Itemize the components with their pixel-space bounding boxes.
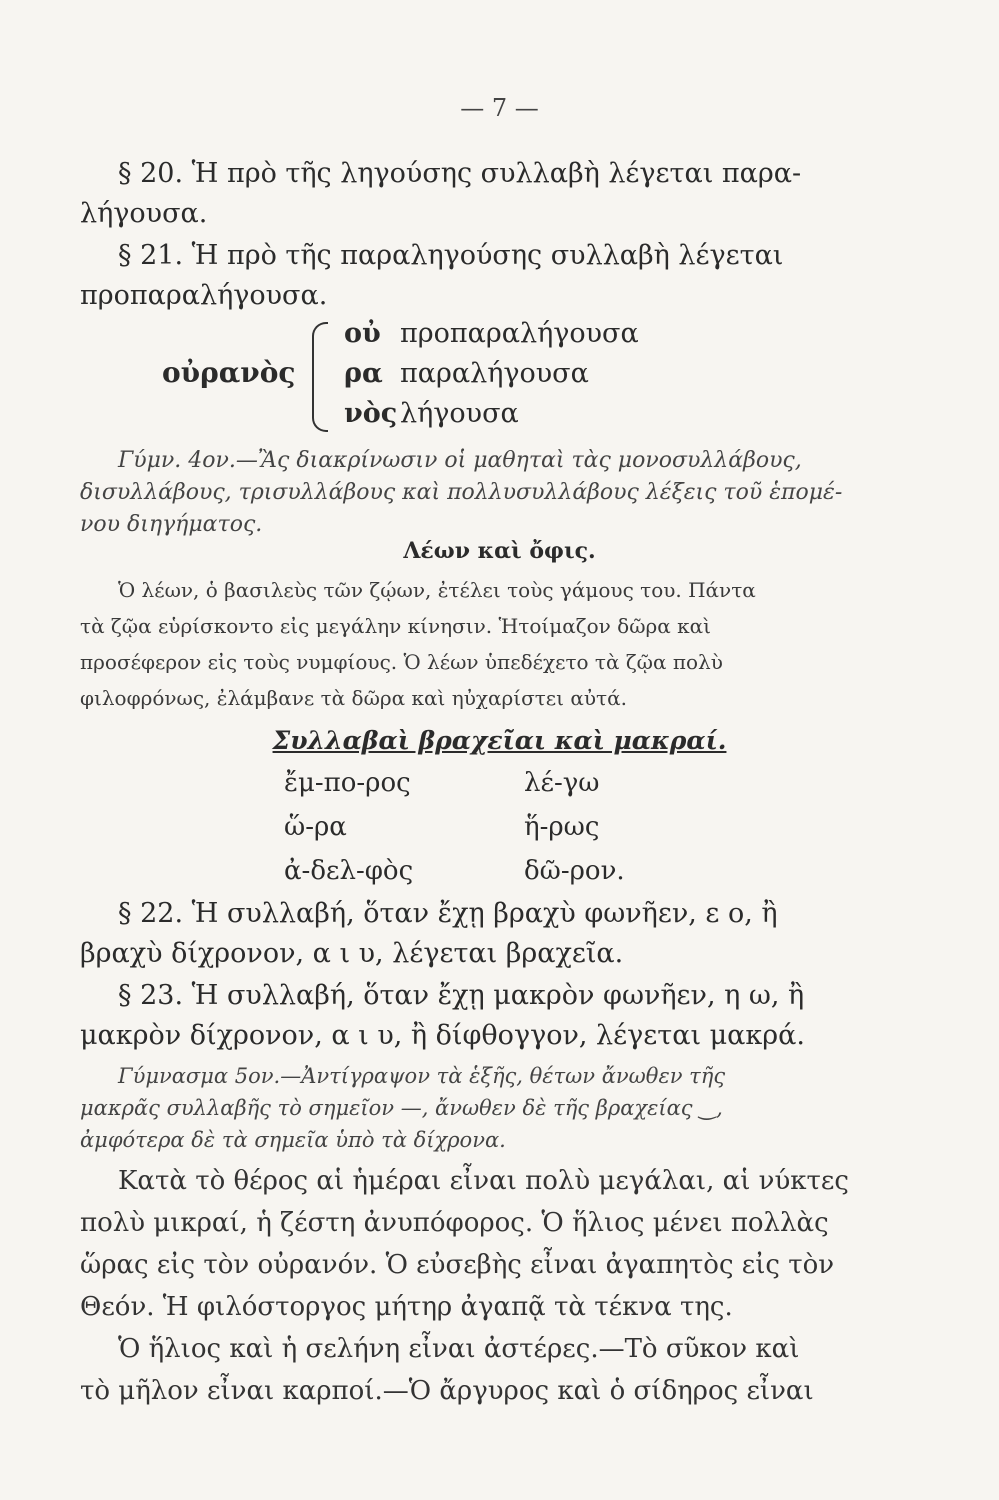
exercise-4-line1: Γύμν. 4ον.—Ἂς διακρίνωσιν οἱ μαθηταὶ τὰς μονοσυλλάβους, [118,448,802,473]
syllables-title: Συλλαβαὶ βραχεῖαι καὶ μακραί. [272,726,727,755]
exercise-text-line1: Κατὰ τὸ θέρος αἱ ἡμέραι εἶναι πολὺ μεγάλαι, αἱ νύκτες [118,1166,849,1196]
syllable-example-right: ἥ-ρως [524,812,600,842]
exercise-4-line2: δισυλλάβους, τρισυλλάβους καὶ πολλυσυλλάβους λέξεις τοῦ ἑπομέ- [80,480,843,505]
paragraph-20-line1: § 20. Ἡ πρὸ τῆς ληγούσης συλλαβὴ λέγεται παρα- [118,158,802,189]
example-word: οὐρανὸς [162,356,296,389]
exercise-text-line5: Ὁ ἥλιος καὶ ἡ σελήνη εἶναι ἀστέρες.—Τὸ σῦκον καὶ [118,1334,800,1364]
example-label: προπαραλήγουσα [400,318,639,349]
page-number: — 7 — [460,94,539,122]
syllable-example-right: λέ-γω [524,768,600,798]
example-row [344,318,639,349]
syllable-example-left: ἀ-δελ-φὸς [284,856,414,886]
story-line3: προσέφερον εἰς τοὺς νυμφίους. Ὁ λέων ὑπεδέχετο τὰ ζῷα πολὺ [80,650,723,674]
syllable-example-right: δῶ-ρον. [524,856,625,886]
paragraph-20-line2: λήγουσα. [80,198,208,229]
story-line1: Ὁ λέων, ὁ βασιλεὺς τῶν ζῴων, ἐτέλει τοὺς γάμους του. Πάντα [118,578,756,602]
story-line2: τὰ ζῷα εὑρίσκοντο εἰς μεγάλην κίνησιν. Ἡτοίμαζον δῶρα καὶ [80,614,711,638]
exercise-5-line3: ἀμφότερα δὲ τὰ σημεῖα ὑπὸ τὰ δίχρονα. [80,1128,506,1152]
example-syllable: νὸς [344,398,398,429]
exercise-text-line3: ὥρας εἰς τὸν οὐρανόν. Ὁ εὐσεβὴς εἶναι ἀγαπητὸς εἰς τὸν [80,1250,835,1280]
exercise-5-line1: Γύμνασμα 5ον.—Ἀντίγραψον τὰ ἑξῆς, θέτων ἄνωθεν τῆς [118,1064,726,1088]
syllable-example-left: ὥ-ρα [284,812,347,842]
paragraph-22-line2: βραχὺ δίχρονον, α ι υ, λέγεται βραχεῖα. [80,938,624,969]
brace-symbol [312,322,328,432]
exercise-text-line2: πολὺ μικραί, ἡ ζέστη ἀνυπόφορος. Ὁ ἥλιος μένει πολλὰς [80,1208,829,1238]
exercise-text-line4: Θεόν. Ἡ φιλόστοργος μήτηρ ἀγαπᾷ τὰ τέκνα της. [80,1292,733,1322]
paragraph-21-line2: προπαραλήγουσα. [80,280,328,311]
story-line4: φιλοφρόνως, ἐλάμβανε τὰ δῶρα καὶ ηὐχαρίστει αὐτά. [80,686,627,710]
story-title: Λέων καὶ ὄφις. [403,538,596,564]
paragraph-23-line2: μακρὸν δίχρονον, α ι υ, ἢ δίφθογγον, λέγεται μακρά. [80,1020,805,1051]
exercise-4-line3: νου διηγήματος. [80,512,263,537]
example-syllable: οὐ [344,318,381,349]
example-syllable: ρα [344,358,383,389]
example-row [344,358,589,389]
paragraph-23-line1: § 23. Ἡ συλλαβή, ὅταν ἔχῃ μακρὸν φωνῆεν, η ω, ἢ [118,980,805,1011]
paragraph-22-line1: § 22. Ἡ συλλαβή, ὅταν ἔχῃ βραχὺ φωνῆεν, ε ο, ἢ [118,898,778,929]
example-row [344,398,519,429]
exercise-5-line2: μακρᾶς συλλαβῆς τὸ σημεῖον —, ἄνωθεν δὲ τῆς βραχείας ‿, [80,1096,723,1120]
example-label: παραλήγουσα [400,358,589,389]
paragraph-21-line1: § 21. Ἡ πρὸ τῆς παραληγούσης συλλαβὴ λέγεται [118,240,784,271]
example-label: λήγουσα [400,398,519,429]
exercise-text-line6: τὸ μῆλον εἶναι καρποί.—Ὁ ἄργυρος καὶ ὁ σίδηρος εἶναι [80,1376,814,1406]
syllable-example-left: ἔμ-πο-ρος [284,768,411,798]
